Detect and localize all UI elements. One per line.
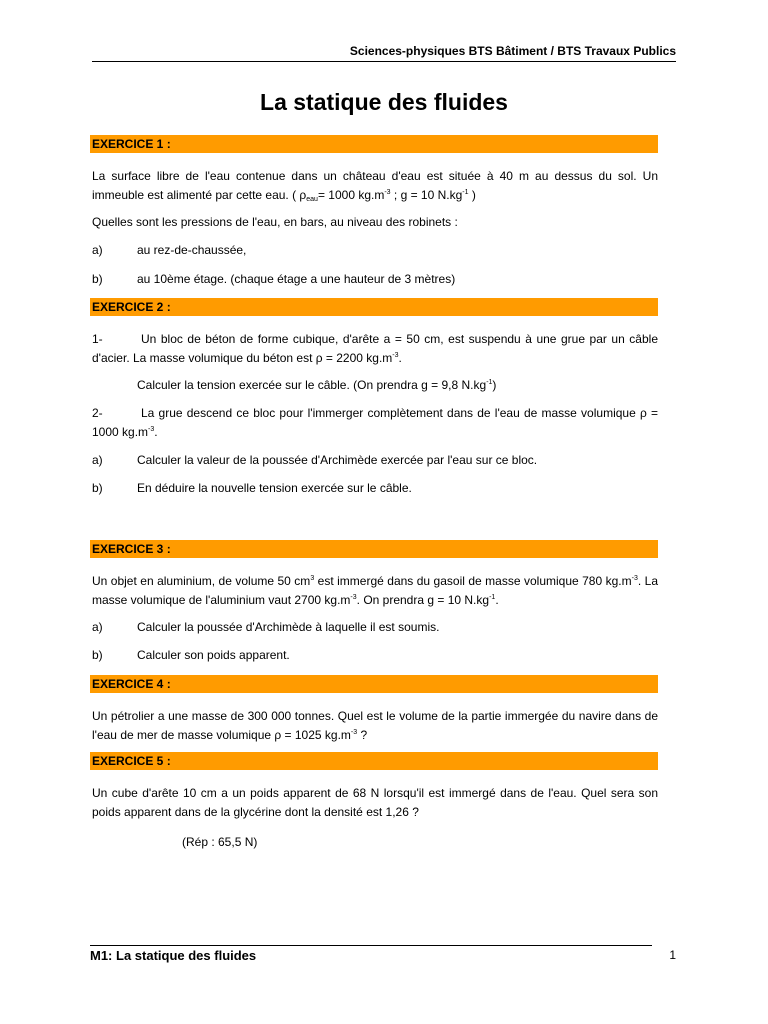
exercise-1-item-b: b) au 10ème étage. (chaque étage a une hauteur de 3 mètres) bbox=[92, 272, 456, 286]
exercise-4-heading: EXERCICE 4 : bbox=[90, 675, 658, 693]
footer-rule bbox=[90, 945, 652, 946]
exercise-3-item-a: a) Calculer la poussée d'Archimède à laquelle il est soumis. bbox=[92, 620, 440, 634]
exercise-5-answer: (Rép : 65,5 N) bbox=[182, 835, 258, 849]
exercise-1-heading: EXERCICE 1 : bbox=[90, 135, 658, 153]
exercise-5-heading: EXERCICE 5 : bbox=[90, 752, 658, 770]
exercise-2-question-2: 2- La grue descend ce bloc pour l'immerger complètement dans de l'eau de masse volumique ρ = 1000 $kg.m^{-3}$. bbox=[92, 406, 658, 439]
page-number: 1 bbox=[669, 948, 676, 962]
exercise-4-statement: Un pétrolier a une masse de 300 000 tonnes. Quel est le volume de la partie immergée du navire dans de l'eau de mer de masse volumique ρ = 1025 $kg.m^{-3}$ ? bbox=[92, 709, 658, 742]
document-title: La statique des fluides bbox=[260, 89, 508, 115]
exercise-2-heading: EXERCICE 2 : bbox=[90, 298, 658, 316]
exercise-3-statement: Un objet en aluminium, de volume 50 $cm^3$ est immergé dans du gasoil de masse volumique 780 $kg.m^{-3}$. La masse volumique de l'aluminium vaut 2700 $kg.m^{-3}$. On prendra g = 10 $N.kg^{-1}$. bbox=[92, 574, 658, 607]
header-rule bbox=[92, 61, 676, 62]
exercise-3-item-b: b) Calculer son poids apparent. bbox=[92, 648, 290, 662]
exercise-2-question-1-task: Calculer la tension exercée sur le câble. (On prendra g = 9,8 $N.kg^{-1}$) bbox=[137, 378, 497, 392]
exercise-2-item-b: b) En déduire la nouvelle tension exercée sur le câble. bbox=[92, 481, 412, 495]
exercise-1-question: Quelles sont les pressions de l'eau, en bars, au niveau des robinets : bbox=[92, 215, 458, 229]
exercise-2-question-1: 1- Un bloc de béton de forme cubique, d'arête a = 50 cm, est suspendu à une grue par un câble d'acier. La masse volumique du béton est ρ = 2200 $kg.m^{-3}$. bbox=[92, 332, 658, 365]
exercise-3-heading: EXERCICE 3 : bbox=[90, 540, 658, 558]
exercise-1-statement: La surface libre de l'eau contenue dans un château d'eau est située à 40 m au dessus du sol. Un immeuble est alimenté par cette eau. ( $\rho_{eau}= 1000$ $kg.m^{-3}$ ; g = 10 $N.kg^{-1}$ ) bbox=[92, 169, 658, 203]
footer-title: M1: La statique des fluides bbox=[90, 948, 257, 963]
exercise-1-item-a: a) au rez-de-chaussée, bbox=[92, 243, 247, 257]
page-header: Sciences-physiques BTS Bâtiment / BTS Travaux Publics bbox=[349, 44, 676, 58]
exercise-5-statement: Un cube d'arête 10 cm a un poids apparent de 68 N lorsqu'il est immergé dans de l'eau. Quel sera son poids apparent dans de la glycérine dont la densité est 1,26 ? bbox=[92, 786, 658, 819]
exercise-2-item-a: a) Calculer la valeur de la poussée d'Archimède exercée par l'eau sur ce bloc. bbox=[92, 453, 538, 467]
